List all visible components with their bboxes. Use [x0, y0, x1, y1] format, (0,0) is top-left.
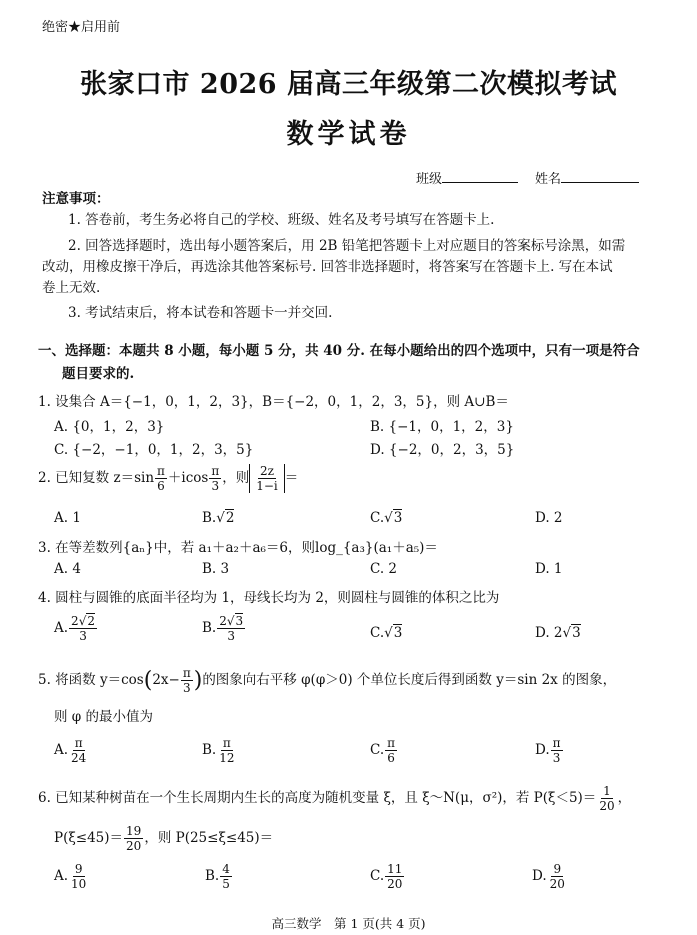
question-2-stem: 2. 已知复数 z＝sin $\frac{\pi}{6}$ ＋icos $\frac{\pi}{3}$ ，则 $\frac{2z}{1-i}$ ＝ [38, 464, 299, 493]
notice-item-2a: 2. 回答选择题时，选出每小题答案后，用 2B 铅笔把答题卡上对应题目的答案标号涂黑，如需 [68, 238, 626, 254]
q1-option-b: B. {−1，0，1，2，3} [370, 419, 514, 435]
q5-option-d: D. $\frac{\pi}{3}$ [535, 736, 561, 765]
q5-option-b: B. $\frac{\pi}{12}$ [202, 736, 235, 765]
question-5-line-2: 则 φ 的最小值为 [54, 709, 154, 725]
class-field[interactable] [416, 168, 518, 187]
q1-option-d: D. {−2，0，2，3，5} [370, 442, 515, 458]
notice-item-1: 1. 答卷前，考生务必将自己的学校、班级、姓名及考号填写在答题卡上. [68, 212, 495, 228]
question-5-stem: 5. 将函数 y＝cos(2x− $\frac{\pi}{3}$ )的图象向右平移 φ(φ＞0) 个单位长度后得到函数 y＝sin 2x 的图象， [38, 666, 617, 695]
fraction: $\frac{\pi}{3}$ [211, 464, 220, 493]
section-1-heading-2: 题目要求的. [62, 366, 135, 382]
q4-option-a: A. $\frac{2√2}{3}$ [54, 614, 95, 643]
q1-option-c: C. {−2，−1，0，1，2，3，5} [54, 442, 254, 458]
q6-option-c: C. $\frac{11}{20}$ [370, 862, 403, 891]
name-label: 姓名 [535, 172, 562, 187]
absolute-value: $\frac{2z}{1-i}$ [249, 464, 285, 493]
q4-option-c: C.√3 [370, 625, 403, 641]
q1-option-a: A. {0，1，2，3} [54, 419, 165, 435]
notice-item-3: 3. 考试结束后，将本试卷和答题卡一并交回. [68, 305, 333, 321]
q3-option-a: A. 4 [54, 561, 81, 577]
confidential-label: 绝密★启用前 [42, 20, 121, 35]
q6-option-b: B. $\frac{4}{5}$ [205, 862, 230, 891]
question-3-stem: 3. 在等差数列{aₙ}中，若 a₁＋a₂＋a₆＝6，则log_{a₃}(a₁＋a₅)＝ [38, 540, 438, 556]
q5-option-c: C. $\frac{\pi}{6}$ [370, 736, 396, 765]
section-1-heading: 一、选择题：本题共 8 小题，每小题 5 分，共 40 分. 在每小题给出的四个选项中，只有一项是符合 [38, 343, 640, 359]
q6-option-d: D. $\frac{9}{20}$ [532, 862, 565, 891]
q3-option-b: B. 3 [202, 561, 230, 577]
q5-option-a: A. $\frac{\pi}{24}$ [54, 736, 87, 765]
q2-option-c: C.√3 [370, 510, 403, 526]
fraction: $\frac{\pi}{6}$ [157, 464, 165, 493]
notice-heading: 注意事项： [42, 191, 110, 207]
exam-title: 张家口市 2026 届高三年级第二次模拟考试 [80, 69, 617, 100]
notice-item-2b: 改动，用橡皮擦干净后，再选涂其他答案标号. 回答非选择题时，将答案写在答题卡上. 写在本试 [42, 259, 613, 275]
page-footer: 高三数学 第 1 页(共 4 页) [271, 916, 426, 931]
q2-option-a: A. 1 [54, 510, 81, 526]
q2-option-d: D. 2 [535, 510, 563, 526]
question-6-stem: 6. 已知某种树苗在一个生长周期内生长的高度为随机变量 ξ，且 ξ～N(μ，σ²)，若 P(ξ＜5)＝ $\frac{1}{20}$ ， [38, 784, 632, 813]
notice-item-2c: 卷上无效. [42, 280, 101, 296]
question-1-stem: 1. 设集合 A＝{−1，0，1，2，3}，B＝{−2，0，1，2，3，5}，则 A∪B＝ [38, 394, 509, 410]
q3-option-d: D. 1 [535, 561, 563, 577]
q6-option-a: A. $\frac{9}{10}$ [54, 862, 87, 891]
question-6-line-2: P(ξ≤45)＝ $\frac{19}{20}$ ，则 P(25≤ξ≤45)＝ [54, 824, 274, 853]
q2-option-b: B.√2 [202, 510, 235, 526]
q4-option-d: D. 2√3 [535, 625, 581, 641]
q3-option-c: C. 2 [370, 561, 398, 577]
exam-subtitle: 数学试卷 [286, 119, 411, 150]
class-label: 班级 [416, 172, 443, 187]
name-field[interactable] [535, 168, 639, 187]
question-4-stem: 4. 圆柱与圆锥的底面半径均为 1，母线长均为 2，则圆柱与圆锥的体积之比为 [38, 590, 500, 606]
q4-option-b: B. $\frac{2√3}{3}$ [202, 614, 244, 643]
